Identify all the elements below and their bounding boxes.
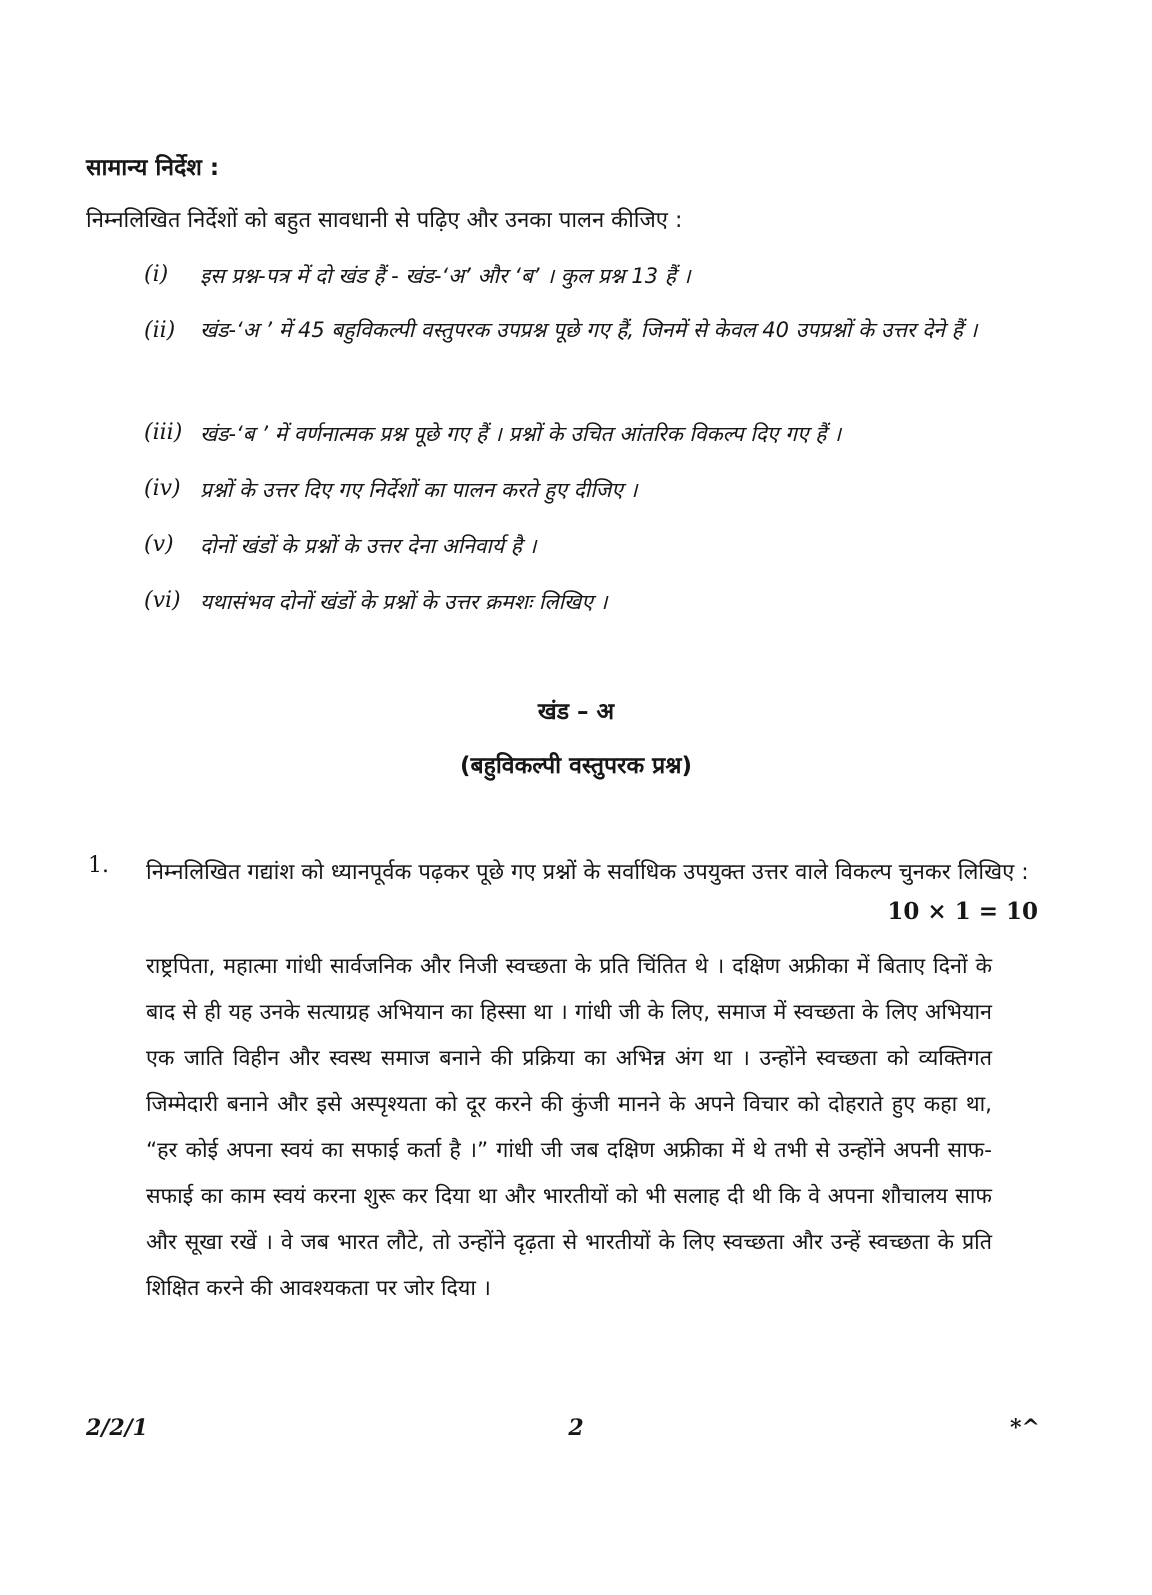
instructions-intro: निम्नलिखित निर्देशों को बहुत सावधानी से पढ़िए और उनका पालन कीजिए : (86, 208, 683, 233)
instruction-text: यथासंभव दोनों खंडों के प्रश्नों के उत्तर क्रमशः लिखिए । (200, 590, 608, 614)
instruction-text: दोनों खंडों के प्रश्नों के उत्तर देना अनिवार्य है । (200, 534, 537, 558)
section-subtitle: (बहुविकल्पी वस्तुपरक प्रश्न) (459, 753, 692, 779)
instruction-text: इस प्रश्न-पत्र में दो खंड हैं - खंड-‘अ’ और ‘ब’ । कुल प्रश्न 13 हैं । (200, 264, 691, 288)
paper-code: 2/2/1 (86, 1415, 148, 1441)
instruction-text: खंड-‘ब ’ में वर्णनात्मक प्रश्न पूछे गए हैं । प्रश्नों के उचित आंतरिक विकल्प दिए गए हैं । (200, 422, 842, 446)
instruction-number: (i) (144, 262, 169, 287)
footer-mark: *^ (1010, 1415, 1040, 1441)
instruction-number: (iv) (144, 476, 181, 501)
passage-text: राष्ट्रपिता, महात्मा गांधी सार्वजनिक और निजी स्वच्छता के प्रति चिंतित थे । दक्षिण अफ्रीका में बिताए दिनों के बाद से ही यह उनके सत्याग्रह अभियान का हिस्सा था । गांधी जी के लिए, समाज में स्वच्छता के लिए अभियान एक जाति विहीन और स्वस्थ समाज बनाने की प्रक्रिया का अभिन्न अंग था । उन्होंने स्वच्छता को व्यक्तिगत जिम्मेदारी बनाने और इसे अस्पृश्यता को दूर करने की कुंजी मानने के अपने विचार को दोहराते हुए कहा था, “हर कोई अपना स्वयं का सफाई कर्ता है ।” गांधी जी जब दक्षिण अफ्रीका में थे तभी से उन्होंने अपनी साफ-सफाई का काम स्वयं करना शुरू कर दिया था और भारतीयों को भी सलाह दी थी कि वे अपना शौचालय साफ और सूखा रखें । वे जब भारत लौटे, तो उन्होंने दृढ़ता से भारतीयों के लिए स्वच्छता और उन्हें स्वच्छता के प्रति शिक्षित करने की आवश्यकता पर जोर दिया । (146, 954, 992, 1301)
question-text: निम्नलिखित गद्यांश को ध्यानपूर्वक पढ़कर पूछे गए प्रश्नों के सर्वाधिक उपयुक्त उत्तर वाले विकल्प चुनकर लिखिए : (146, 860, 1029, 885)
instructions-heading: सामान्य निर्देश : (86, 155, 220, 181)
section-title: खंड – अ (537, 699, 615, 725)
instruction-number: (v) (144, 532, 174, 557)
instruction-text: खंड-‘अ ’ में 45 बहुविकल्पी वस्तुपरक उपप्रश्न पूछे गए हैं, जिनमें से केवल 40 उपप्रश्नों के उत्तर देने हैं । (200, 318, 978, 342)
instruction-number: (ii) (144, 318, 176, 343)
instruction-number: (iii) (144, 420, 183, 445)
instruction-number: (vi) (144, 588, 181, 613)
question-marks: 10 × 1 = 10 (887, 898, 1038, 925)
instruction-text: प्रश्नों के उत्तर दिए गए निर्देशों का पालन करते हुए दीजिए । (200, 478, 638, 502)
question-number: 1. (88, 853, 109, 878)
page-number: 2 (568, 1415, 584, 1441)
